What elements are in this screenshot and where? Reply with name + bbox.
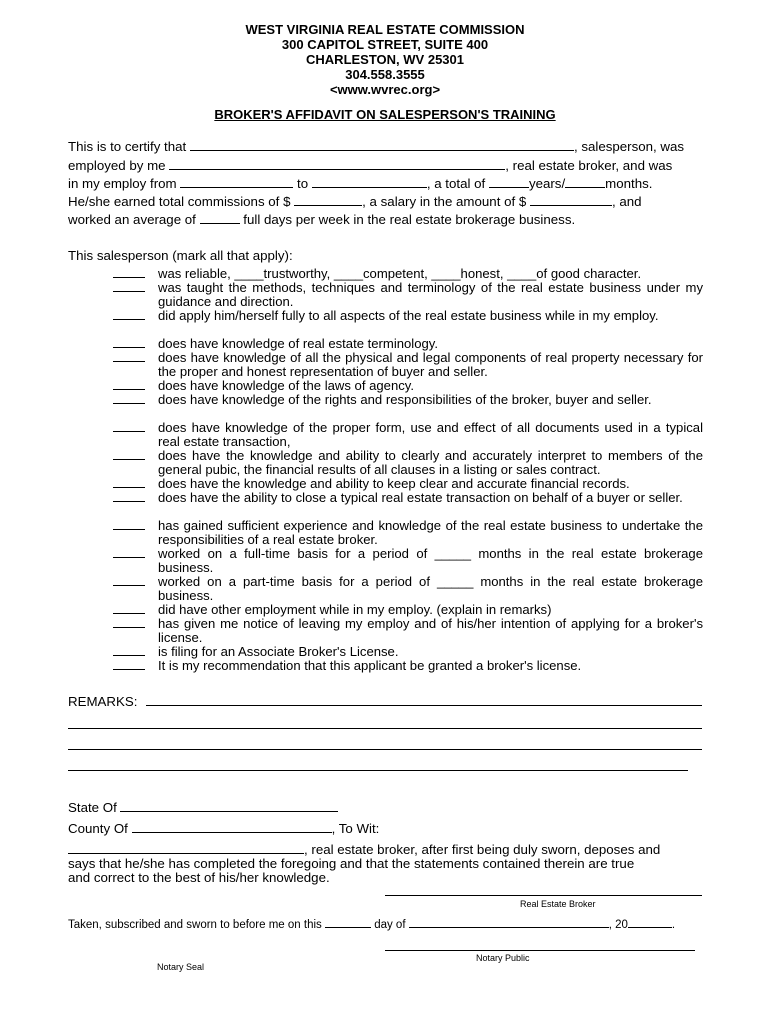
commissions-field[interactable] — [294, 193, 362, 206]
county-line — [68, 820, 704, 838]
item-text: did apply him/herself fully to all aspects of the real estate business while in my employ. — [158, 308, 659, 323]
item-text: does have the ability to close a typical real estate transaction on behalf of a buyer or seller. — [158, 490, 683, 505]
item-text: does have the knowledge and ability to clearly and accurately interpret to members of the general pubic, the financial results of all clauses in a listing or sales contract. — [158, 448, 703, 477]
item-text: worked on a full-time basis for a period of _____ months in the real estate brokerage business. — [158, 546, 703, 575]
checkbox-blank[interactable] — [113, 669, 145, 670]
commission-name: WEST VIRGINIA REAL ESTATE COMMISSION — [245, 22, 525, 37]
remarks-field-line-1[interactable] — [146, 705, 702, 706]
certify-text: , a total of — [426, 176, 486, 191]
commission-phone: 304.558.3555 — [345, 67, 425, 82]
item-text: did have other employment while in my employ. (explain in remarks) — [158, 602, 552, 617]
certify-text: worked an average of — [68, 212, 196, 227]
checkbox-blank[interactable] — [113, 347, 145, 348]
sworn-text: . — [671, 919, 676, 931]
certify-text: He/she earned total commissions of $ — [68, 194, 291, 209]
certify-line-5 — [68, 211, 704, 229]
certify-line-2 — [68, 157, 704, 175]
broker-signature-line[interactable] — [385, 895, 702, 896]
deposes-text: , real estate broker, after first being duly sworn, deposes and — [304, 842, 661, 857]
to-wit-text: , To Wit: — [331, 821, 380, 836]
item-text: does have knowledge of the laws of agency. — [158, 378, 414, 393]
county-label: County Of — [68, 821, 128, 836]
notary-seal-label: Notary Seal — [157, 962, 205, 972]
employ-from-field[interactable] — [180, 175, 293, 188]
certify-text: in my employ from — [68, 176, 177, 191]
commission-street: 300 CAPITOL STREET, SUITE 400 — [281, 37, 489, 52]
checkbox-blank[interactable] — [113, 319, 145, 320]
certify-line-1 — [68, 138, 704, 156]
employ-to-field[interactable] — [312, 175, 427, 188]
checkbox-blank[interactable] — [113, 403, 145, 404]
state-line — [68, 799, 704, 817]
item-text: It is my recommendation that this applicant be granted a broker's license. — [158, 658, 582, 673]
certify-text: , salesperson, was — [573, 139, 685, 154]
certify-text: full days per week in the real estate brokerage business. — [243, 212, 576, 227]
remarks-field-line-2[interactable] — [68, 728, 702, 729]
certify-text: employed by me — [68, 158, 166, 173]
item-text: has given me notice of leaving my employ and of his/her intention of applying for a broker's license. — [158, 616, 703, 645]
item-text: has gained sufficient experience and knowledge of the real estate business to undertake the responsibilities of a real estate broker. — [158, 518, 703, 547]
commission-header — [0, 22, 770, 97]
checkbox-blank[interactable] — [113, 459, 145, 460]
broker-signature-label: Real Estate Broker — [520, 899, 596, 909]
item-text: does have knowledge of the proper form, use and effect of all documents used in a typical real estate transaction, — [158, 420, 703, 449]
certify-text: , and — [611, 194, 642, 209]
state-label: State Of — [68, 800, 117, 815]
item-text: does have the knowledge and ability to keep clear and accurate financial records. — [158, 476, 630, 491]
years-field[interactable] — [489, 175, 529, 188]
certify-line-3 — [68, 175, 704, 193]
sworn-text: , 20 — [608, 919, 628, 931]
salesperson-name-field[interactable] — [190, 138, 574, 151]
commission-website: <www.wvrec.org> — [329, 82, 441, 97]
deposes-line-3: and correct to the best of his/her knowledge. — [68, 870, 330, 885]
checkbox-blank[interactable] — [113, 361, 145, 362]
certify-text: , real estate broker, and was — [505, 158, 673, 173]
mark-intro: This salesperson (mark all that apply): — [68, 248, 293, 263]
checkbox-blank[interactable] — [113, 613, 145, 614]
sworn-text: day of — [374, 919, 406, 931]
checkbox-blank[interactable] — [113, 627, 145, 628]
months-field[interactable] — [565, 175, 605, 188]
item-text: was taught the methods, techniques and terminology of the real estate business under my guidance and direction. — [158, 280, 703, 309]
item-text: does have knowledge of real estate terminology. — [158, 336, 438, 351]
broker-name-field[interactable] — [169, 157, 505, 170]
checkbox-blank[interactable] — [113, 655, 145, 656]
notary-public-label: Notary Public — [476, 953, 530, 963]
sworn-day-field[interactable] — [325, 917, 371, 928]
certify-text: , a salary in the amount of $ — [362, 194, 527, 209]
checkbox-blank[interactable] — [113, 431, 145, 432]
checkbox-blank[interactable] — [113, 585, 145, 586]
item-text: was reliable, ____trustworthy, ____competent, ____honest, ____of good character. — [158, 266, 642, 281]
remarks-field-line-4[interactable] — [68, 770, 688, 771]
certify-text: This is to certify that — [68, 139, 187, 154]
remarks-field-line-3[interactable] — [68, 749, 702, 750]
notary-signature-line[interactable] — [385, 950, 695, 951]
checkbox-blank[interactable] — [113, 557, 145, 558]
sworn-text: Taken, subscribed and sworn to before me on this — [68, 919, 322, 931]
days-per-week-field[interactable] — [200, 211, 240, 224]
checkbox-blank[interactable] — [113, 277, 145, 278]
item-text: worked on a part-time basis for a period of _____ months in the real estate brokerage business. — [158, 574, 703, 603]
certify-text: to — [297, 176, 309, 191]
item-text: is filing for an Associate Broker's License. — [158, 644, 399, 659]
deposing-broker-field[interactable] — [68, 841, 304, 854]
salary-field[interactable] — [530, 193, 612, 206]
checkbox-blank[interactable] — [113, 501, 145, 502]
certify-text: months. — [605, 176, 653, 191]
sworn-year-field[interactable] — [628, 917, 672, 928]
state-field[interactable] — [120, 799, 338, 812]
certify-line-4 — [68, 193, 704, 211]
remarks-label: REMARKS: — [68, 694, 138, 709]
checkbox-blank[interactable] — [113, 389, 145, 390]
certify-text: years/ — [528, 176, 566, 191]
deposes-line-2: says that he/she has completed the foregoing and that the statements contained therein are true — [68, 856, 635, 871]
item-text: does have knowledge of all the physical and legal components of real property necessary for the proper and honest representation of buyer and seller. — [158, 350, 703, 379]
sworn-line — [68, 917, 675, 931]
checkbox-blank[interactable] — [113, 529, 145, 530]
checkbox-blank[interactable] — [113, 487, 145, 488]
commission-city: CHARLESTON, WV 25301 — [306, 52, 464, 67]
sworn-month-field[interactable] — [409, 917, 609, 928]
county-field[interactable] — [132, 820, 332, 833]
form-title: BROKER'S AFFIDAVIT ON SALESPERSON'S TRAINING — [214, 107, 556, 122]
checkbox-blank[interactable] — [113, 291, 145, 292]
item-text: does have knowledge of the rights and responsibilities of the broker, buyer and seller. — [158, 392, 652, 407]
